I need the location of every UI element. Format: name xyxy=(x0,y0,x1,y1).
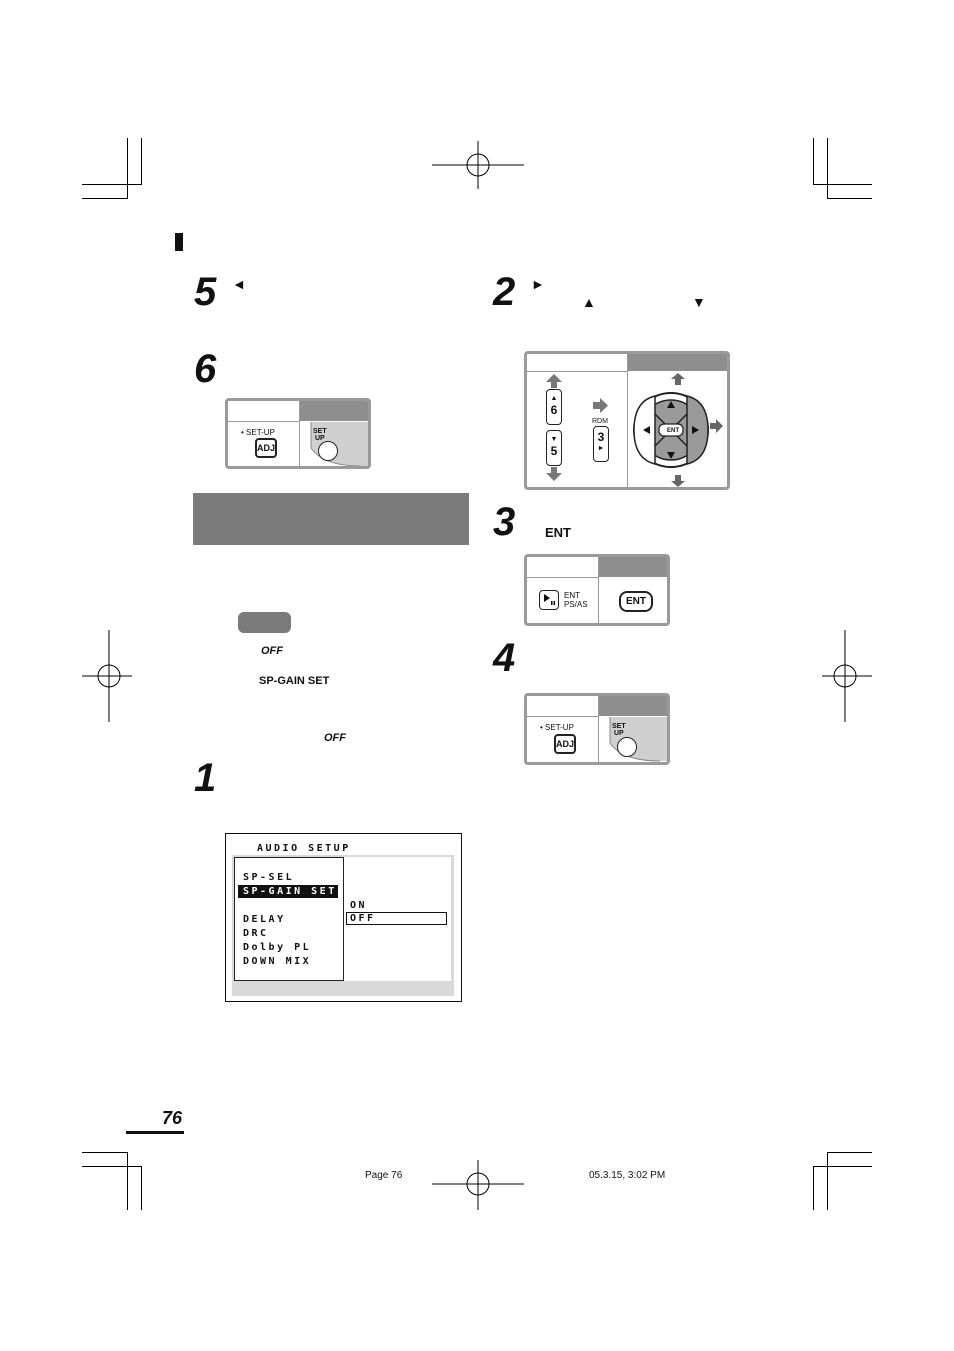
step-number-6: 6 xyxy=(194,347,217,391)
osd-menu-delay[interactable]: DELAY xyxy=(243,914,286,925)
ent-button-panel xyxy=(524,554,670,626)
off-text-2: OFF xyxy=(324,732,346,744)
osd-title: AUDIO SETUP xyxy=(257,843,351,854)
panel-header-unit xyxy=(527,696,599,717)
key-6-button[interactable] xyxy=(546,389,562,425)
step-number-2: 2 xyxy=(493,270,516,314)
key-5-button[interactable] xyxy=(546,430,562,466)
ent-ps-as-caption: ENT PS/AS xyxy=(564,591,588,609)
registration-mark xyxy=(432,141,524,189)
panel-header-unit xyxy=(228,401,300,422)
crop-mark xyxy=(141,1166,142,1210)
play-pause-icon xyxy=(541,591,557,607)
adj-button[interactable]: ADJ xyxy=(255,438,277,458)
panel-header-remote xyxy=(599,557,667,577)
section-heading-bar xyxy=(193,493,469,545)
down-arrow-icon: ▼ xyxy=(692,294,706,310)
panel-header-remote xyxy=(628,354,727,371)
set-up-caption: • SET-UP xyxy=(540,723,574,732)
step-number-1: 1 xyxy=(194,756,217,800)
sp-gain-set-text: SP-GAIN SET xyxy=(259,675,330,687)
crop-mark xyxy=(82,1166,142,1167)
right-arrow-icon: ► xyxy=(531,276,545,292)
crop-mark xyxy=(827,1152,872,1153)
ent-dpad-label: ENT xyxy=(667,428,679,434)
crop-mark xyxy=(82,1152,128,1153)
note-pill xyxy=(238,612,291,633)
key-6-label: 6 xyxy=(550,403,558,417)
osd-option-on[interactable]: ON xyxy=(350,900,368,911)
footer-page-label: Page 76 xyxy=(365,1170,403,1181)
osd-menu-sp-gain-set[interactable]: SP-GAIN SET xyxy=(243,886,337,897)
crop-mark xyxy=(827,138,828,198)
key-3-label: 3 xyxy=(597,430,605,444)
setup-key-caption: SET UP xyxy=(612,723,626,737)
panel-divider xyxy=(598,557,599,623)
crop-mark xyxy=(141,138,142,184)
page-number-rule xyxy=(126,1131,184,1134)
setup-button-panel xyxy=(225,398,371,469)
osd-menu-down-mix[interactable]: DOWN MIX xyxy=(243,956,312,967)
step-number-5: 5 xyxy=(194,270,217,314)
set-up-caption: • SET-UP xyxy=(241,428,275,437)
step-number-4: 4 xyxy=(493,636,516,680)
navigation-panel xyxy=(524,351,730,490)
panel-header-unit xyxy=(527,557,599,578)
osd-screen xyxy=(225,833,462,1002)
right-big-arrow-icon xyxy=(593,398,608,413)
ent-button[interactable]: ENT xyxy=(619,591,653,612)
crop-mark xyxy=(813,1166,814,1210)
crop-mark xyxy=(127,138,128,198)
step3-ent-label: ENT xyxy=(545,525,571,540)
panel-divider xyxy=(299,401,300,466)
up-big-arrow-icon xyxy=(546,374,562,388)
setup-round-button[interactable] xyxy=(617,737,637,757)
play-pause-button[interactable] xyxy=(539,590,559,610)
down-arrow-icon: ▼ xyxy=(550,436,558,443)
down-big-arrow-icon xyxy=(546,467,562,481)
panel-header-remote xyxy=(599,696,667,716)
up-arrow-icon: ▲ xyxy=(582,294,596,310)
section-marker xyxy=(175,233,183,251)
panel-header-remote xyxy=(300,401,368,421)
up-arrow-icon: ▲ xyxy=(550,395,558,402)
key-5-label: 5 xyxy=(550,444,558,458)
panel-divider xyxy=(598,696,599,762)
footer-timestamp: 05.3.15, 3:02 PM xyxy=(589,1170,666,1181)
crop-mark xyxy=(813,138,814,184)
registration-mark xyxy=(822,630,872,722)
setup-button-panel-2 xyxy=(524,693,670,765)
osd-menu-sp-sel[interactable]: SP-SEL xyxy=(243,872,295,883)
key-3-button[interactable] xyxy=(593,426,609,462)
registration-mark xyxy=(82,630,132,722)
setup-key-caption: SET UP xyxy=(313,428,327,442)
crop-mark xyxy=(827,1152,828,1210)
crop-mark xyxy=(82,198,128,199)
registration-mark xyxy=(432,1160,524,1210)
play-icon: ► xyxy=(597,445,605,452)
crop-mark xyxy=(813,184,872,185)
off-text-1: OFF xyxy=(261,645,283,657)
osd-menu-drc[interactable]: DRC xyxy=(243,928,269,939)
crop-mark xyxy=(127,1152,128,1210)
page-number: 76 xyxy=(162,1108,183,1128)
panel-divider xyxy=(627,354,628,487)
crop-mark xyxy=(82,184,142,185)
setup-round-button[interactable] xyxy=(318,441,338,461)
crop-mark xyxy=(813,1166,872,1167)
osd-option-off[interactable]: OFF xyxy=(350,913,376,924)
left-arrow-icon: ◄ xyxy=(232,276,246,292)
rdm-caption: RDM xyxy=(592,418,608,425)
crop-mark xyxy=(827,198,872,199)
osd-menu-dolby-pl[interactable]: Dolby PL xyxy=(243,942,312,953)
adj-button[interactable]: ADJ xyxy=(554,734,576,754)
panel-header-unit xyxy=(527,354,628,372)
step-number-3: 3 xyxy=(493,500,516,544)
